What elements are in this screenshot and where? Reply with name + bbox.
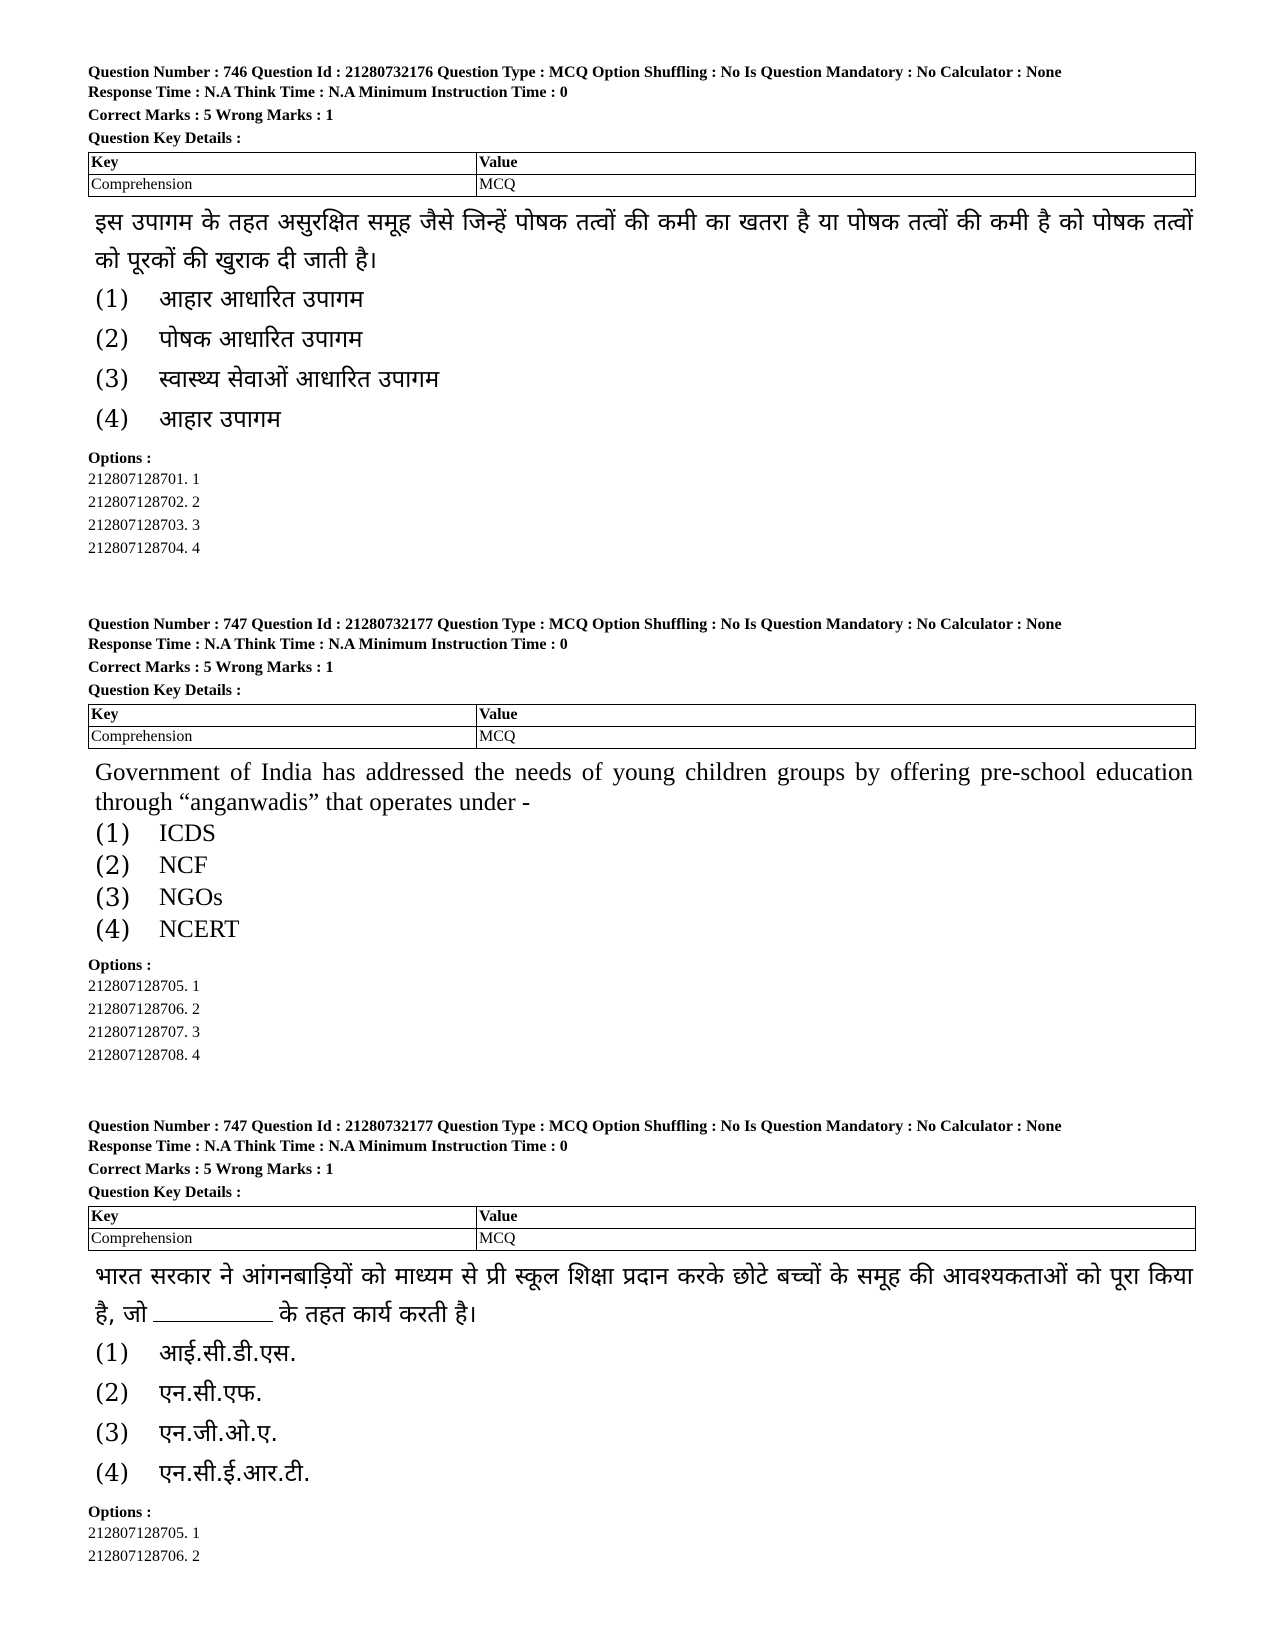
option-id-row: 212807128705. 1	[88, 1525, 200, 1542]
question-meta	[88, 615, 1196, 654]
question-block-747-hi	[88, 1117, 1196, 1568]
choice-item	[95, 1333, 1196, 1373]
choice-number: (2)	[95, 851, 131, 880]
question-stem: Government of India has addressed the needs of young children groups by offering pre-school education through “anganwadis” that operates under -	[95, 759, 1193, 816]
option-id-row: 212807128707. 3	[88, 1024, 200, 1041]
key-cell: Comprehension	[89, 1229, 477, 1251]
meta-line-1: Question Number : 747 Question Id : 21280732177 Question Type : MCQ Option Shuffling : No Is Question Mandatory : No Calculator : None	[88, 616, 1062, 633]
choice-item	[95, 1373, 1196, 1413]
meta-line-1: Question Number : 746 Question Id : 21280732176 Question Type : MCQ Option Shuffling : No Is Question Mandatory : No Calculator : None	[88, 64, 1062, 81]
key-details-table	[88, 704, 1196, 749]
fill-in-blank	[153, 1297, 273, 1322]
key-header: Key	[89, 1207, 477, 1229]
choice-number: (1)	[95, 285, 129, 313]
choice-text: NGOs	[159, 884, 223, 911]
options-label: Options :	[88, 957, 152, 974]
choice-text: पोषक आधारित उपागम	[159, 325, 363, 353]
question-stem: इस उपागम के तहत असुरक्षित समूह जैसे जिन्हें पोषक तत्वों की कमी का खतरा है या पोषक तत्वों की कमी है को पोषक तत्वों को पूरकों की खुराक दी जाती है।	[95, 208, 1193, 274]
stem-text-after-blank: के तहत कार्य करती है।	[279, 1300, 477, 1328]
value-cell: MCQ	[477, 1229, 1196, 1251]
options-label: Options :	[88, 1504, 152, 1521]
choice-text: ICDS	[159, 820, 216, 847]
key-details-label: Question Key Details :	[88, 130, 242, 147]
answer-choices	[88, 818, 1196, 946]
choice-number: (4)	[95, 1459, 129, 1487]
choice-item	[95, 1413, 1196, 1453]
choice-number: (1)	[95, 819, 131, 848]
choice-text: NCF	[159, 852, 208, 879]
choice-number: (3)	[95, 365, 129, 393]
value-header: Value	[477, 1207, 1196, 1229]
choice-text: एन.सी.ई.आर.टी.	[159, 1459, 311, 1487]
choice-item	[95, 818, 1196, 850]
option-id-row: 212807128705. 1	[88, 978, 200, 995]
choice-item	[95, 1453, 1196, 1493]
choice-number: (3)	[95, 1419, 129, 1447]
table-row	[89, 727, 1196, 749]
choice-item	[95, 279, 1196, 319]
choice-text: आहार आधारित उपागम	[159, 285, 364, 313]
value-header: Value	[477, 705, 1196, 727]
choice-item	[95, 399, 1196, 439]
value-header: Value	[477, 153, 1196, 175]
choice-number: (1)	[95, 1339, 129, 1367]
key-cell: Comprehension	[89, 175, 477, 197]
marks-line: Correct Marks : 5 Wrong Marks : 1	[88, 659, 334, 676]
option-id-row: 212807128702. 2	[88, 494, 200, 511]
choice-text: एन.सी.एफ.	[159, 1379, 263, 1407]
option-id-row: 212807128708. 4	[88, 1047, 200, 1064]
key-details-table	[88, 152, 1196, 197]
meta-line-2: Response Time : N.A Think Time : N.A Minimum Instruction Time : 0	[88, 1137, 568, 1155]
meta-line-2: Response Time : N.A Think Time : N.A Minimum Instruction Time : 0	[88, 635, 568, 653]
question-block-747-en	[88, 615, 1196, 1067]
option-id-row: 212807128706. 2	[88, 1548, 200, 1565]
answer-choices	[88, 279, 1196, 439]
options-label: Options :	[88, 450, 152, 467]
option-id-row: 212807128704. 4	[88, 540, 200, 557]
stem-text-before-blank: भारत सरकार ने आंगनबाड़ियों को माध्यम से प्री स्कूल शिक्षा प्रदान करके छोटे बच्चों के समूह की आवश्यकताओं को पूरा किया है, जो	[95, 1262, 1193, 1328]
key-header: Key	[89, 153, 477, 175]
choice-item	[95, 914, 1196, 946]
key-details-label: Question Key Details :	[88, 682, 242, 699]
choice-number: (3)	[95, 883, 131, 912]
choice-number: (4)	[95, 405, 129, 433]
choice-text: स्वास्थ्य सेवाओं आधारित उपागम	[159, 365, 440, 393]
marks-line: Correct Marks : 5 Wrong Marks : 1	[88, 107, 334, 124]
question-meta	[88, 63, 1196, 102]
option-id-row: 212807128703. 3	[88, 517, 200, 534]
meta-line-2: Response Time : N.A Think Time : N.A Minimum Instruction Time : 0	[88, 83, 568, 101]
key-header: Key	[89, 705, 477, 727]
value-cell: MCQ	[477, 727, 1196, 749]
table-header-row	[89, 1207, 1196, 1229]
question-block-746	[88, 63, 1196, 560]
question-stem	[95, 1257, 1193, 1333]
key-details-label: Question Key Details :	[88, 1184, 242, 1201]
table-row	[89, 1229, 1196, 1251]
question-meta	[88, 1117, 1196, 1156]
key-cell: Comprehension	[89, 727, 477, 749]
meta-line-1: Question Number : 747 Question Id : 21280732177 Question Type : MCQ Option Shuffling : No Is Question Mandatory : No Calculator : None	[88, 1118, 1062, 1135]
choice-item	[95, 319, 1196, 359]
choice-number: (4)	[95, 915, 131, 944]
choice-number: (2)	[95, 1379, 129, 1407]
table-header-row	[89, 705, 1196, 727]
choice-item	[95, 882, 1196, 914]
choice-number: (2)	[95, 325, 129, 353]
key-details-table	[88, 1206, 1196, 1251]
table-row	[89, 175, 1196, 197]
answer-choices	[88, 1333, 1196, 1493]
marks-line: Correct Marks : 5 Wrong Marks : 1	[88, 1161, 334, 1178]
table-header-row	[89, 153, 1196, 175]
choice-item	[95, 850, 1196, 882]
choice-text: आई.सी.डी.एस.	[159, 1339, 297, 1367]
choice-text: आहार उपागम	[159, 405, 281, 433]
value-cell: MCQ	[477, 175, 1196, 197]
choice-item	[95, 359, 1196, 399]
choice-text: एन.जी.ओ.ए.	[159, 1419, 278, 1447]
option-id-row: 212807128706. 2	[88, 1001, 200, 1018]
option-id-row: 212807128701. 1	[88, 471, 200, 488]
choice-text: NCERT	[159, 916, 240, 943]
